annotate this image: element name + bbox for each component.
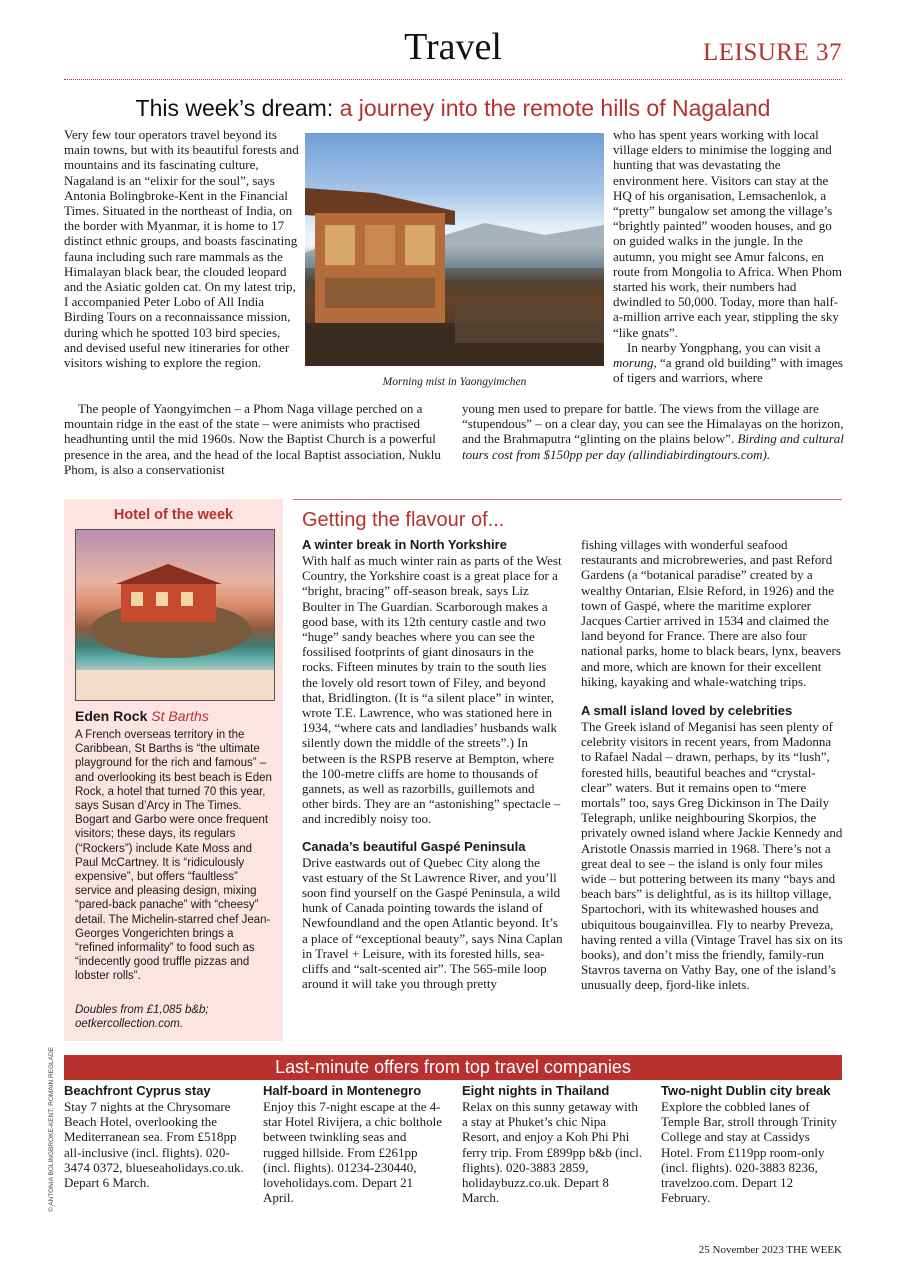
page-footer xyxy=(699,1244,842,1256)
flavour-heading: Getting the flavour of... xyxy=(302,509,505,531)
offer-dublin-title: Two-night Dublin city break xyxy=(661,1083,831,1098)
hotel-price: Doubles from £1,085 b&b; oetkercollection.com. xyxy=(75,1004,209,1031)
feature-bottom-right-main: young men used to prepare for battle. The views from the village are “stupendous” – on a clear day, you can see the Himalayas on the horizon, and the Brahmaputra “glinting on the plains below”. xyxy=(462,401,844,447)
category-name: LEISURE xyxy=(702,39,810,66)
offer-thailand xyxy=(462,1083,644,1205)
feature-col3-p2 xyxy=(613,340,845,386)
gaspe-text-continued: fishing villages with wonderful seafood restaurants and microbreweries, and past Reford Gardens (a “botanical paradise” created by a wealthy Ontarian, Elsie Reford, in 1926) and the town of Gaspé, where the maritime explorer Jacques Cartier arrived in 1534 and claimed the land beyond for France. There are also four national parks, home to black bears, lynx, beavers and more, which are known for their excellent hiking, kayaking and whale-watching trips. xyxy=(581,537,841,689)
photo-credit: © ANTONIA BOLINGBROKE-KENT; ROMAIN REGLADE xyxy=(48,1046,55,1212)
feature-bottom-right-text xyxy=(462,401,845,462)
feature-title xyxy=(0,94,906,122)
offer-montenegro-title: Half-board in Montenegro xyxy=(263,1083,422,1098)
hotel-box xyxy=(64,499,283,1041)
nagaland-photo xyxy=(305,133,604,366)
footer-publication: THE WEEK xyxy=(786,1244,842,1256)
feature-price-note: Birding and cultural tours cost from $150pp per day (allindiabirdingtours.com). xyxy=(462,431,844,462)
feature-column-3 xyxy=(613,127,845,385)
offer-cyprus xyxy=(64,1083,246,1190)
page-number: 37 xyxy=(816,39,842,66)
hotel-box-title: Hotel of the week xyxy=(113,507,234,523)
offers-banner: Last-minute offers from top travel companies xyxy=(64,1055,842,1080)
eden-rock-illustration xyxy=(76,530,274,700)
morung-term: morung xyxy=(613,355,654,371)
offer-dublin-text: Explore the cobbled lanes of Temple Bar, stroll through Trinity College and stay at Cassidys Hotel. From £119pp room-only (incl. flights). 020-3883 8236, travelzoo.com. Depart 12 February. xyxy=(661,1099,837,1206)
eden-rock-photo xyxy=(75,529,275,701)
hotel-name-line xyxy=(75,708,275,725)
feature-col1-text: Very few tour operators travel beyond its main towns, but with its beautiful forests and mountains and its fascinating culture, Nagaland is an “elixir for the soul”, says Antonia Bolingbroke-Kent in the Financial Times. Situated in the northeast of India, on the border with Myanmar, it is home to 17 distinct ethnic groups, and boasts fascinating fauna including such rare mammals as the Himalayan black bear, the clouded leopard and the Asiatic golden cat. On my latest trip, I accompanied Peter Lobo of All India Birding Tours on a reconnaissance mission, during which he spotted 103 bird species, and devised useful new itineraries for other visitors wishing to explore the region. xyxy=(64,127,299,371)
offer-thailand-title: Eight nights in Thailand xyxy=(462,1083,610,1098)
feature-title-highlight: a journey into the remote hills of Nagaland xyxy=(339,95,771,121)
feature-bottom-right xyxy=(462,401,845,462)
offer-montenegro xyxy=(263,1083,445,1205)
photo-caption: Morning mist in Yaongyimchen xyxy=(382,376,527,388)
offer-thailand-text: Relax on this sunny getaway with a stay at Phuket’s chic Nipa Resort, and enjoy a Koh Phi Phi ferry trip. From £899pp b&b (incl. flights). 020-3883 2859, holidaybuzz.co.uk. Depart 8 March. xyxy=(462,1099,643,1206)
flavour-column-1 xyxy=(302,537,564,991)
hotel-description: A French overseas territory in the Caribbean, St Barths is “the ultimate playground for the rich and famous” – and overlooking its best beach is Eden Rock, a hotel that turned 70 this year, says Susan d’Arcy in The Times. Bogart and Garbo were once frequent visitors; these days, its regulars (“Rockers”) include Kate Moss and Paul McCartney. It is “ridiculously expensive”, but offers “faultless” service and pleasing design, mixing “pared-back panache” with “cheesy” detail. The Michelin-starred chef Jean-Georges Vongerichten brings a “refined informality” to food such as “indecently good truffle pizzas and lobster rolls”. xyxy=(75,729,272,983)
hotel-name: Eden Rock xyxy=(75,708,148,724)
section-title: Travel xyxy=(404,26,502,68)
feature-col3-p2-b: , “a grand old building” with images of tigers and warriors, where xyxy=(613,355,843,386)
category-label xyxy=(703,38,842,68)
nagaland-photo-illustration xyxy=(305,133,604,366)
offer-cyprus-title: Beachfront Cyprus stay xyxy=(64,1083,211,1098)
feature-bottom-left xyxy=(64,401,450,477)
yorkshire-heading: A winter break in North Yorkshire xyxy=(302,537,507,552)
flavour-column-2 xyxy=(581,537,843,993)
gaspe-heading: Canada’s beautiful Gaspé Peninsula xyxy=(302,838,526,854)
offer-cyprus-text: Stay 7 nights at the Chrysomare Beach Hotel, overlooking the Mediterranean sea. From £518pp all-inclusive (incl. flights). 020-3474 0372, blueseaholidays.co.uk. Depart 6 March. xyxy=(64,1099,244,1191)
hotel-location: St Barths xyxy=(151,708,209,724)
yorkshire-text: With half as much winter rain as parts of the West Country, the Yorkshire coast is a great place for a “bright, bracing” off-season break, says Liz Boulter in The Guardian. Scarborough makes a good base, with its 12th century castle and two “huge” sandy beaches where you can see the fossilised footprints of giant dinosaurs in the rocks. Fifteen minutes by train to the south lies the lovely old resort town of Filey, and beyond that, Bridlington. (It is “a silent place” in winter, wrote T.E. Lawrence, who was stationed here in 1934, “where cats and landladies’ husbands walk silently down the middle of the streets”.) In between is the RSPB reserve at Bempton, where the 100-metre cliffs are home to thousands of gannets, as well as razorbills, guillemots and other birds. They are an “astonishing” spectacle – and incredibly noisy too. xyxy=(302,553,562,827)
feature-col3-p2-a: In nearby Yongphang, you can visit a xyxy=(627,339,821,355)
header-rule xyxy=(64,79,842,80)
meganisi-heading: A small island loved by celebrities xyxy=(581,703,793,719)
offer-dublin xyxy=(661,1083,843,1205)
feature-bottom-left-text: The people of Yaongyimchen – a Phom Naga village perched on a mountain ridge in the east of the state – were animists who practised headhunting until the mid 1960s. Now the Baptist Church is a powerful presence in the area, and the head of the local Baptist association, Nuklu Phom, is also a conservationist xyxy=(64,401,441,477)
feature-title-prefix: This week’s dream: xyxy=(135,95,334,121)
footer-date: 25 November 2023 xyxy=(698,1244,784,1256)
meganisi-text: The Greek island of Meganisi has seen plenty of celebrity visitors in recent years, from Madonna to Rafael Nadal – drawn, perhaps, by its “lush”, forested hills, beautiful beaches and “crystal-clear” waters. But it remains open to “mere mortals” too, says Greg Dickinson in The Daily Telegraph, unlike neighbouring Skorpios, the privately owned island where Jackie Kennedy and Aristotle Onassis married in 1968. There’s not a great deal to see – the island is only four miles wide – but pottering between its many “bays and beach bars” is delightful, as is its hilltop village, Spartochori, with its whitewashed houses and ubiquitous bougainvillea. Fly to nearby Preveza, having rented a villa (Vintage Travel has six on its books), and don’t miss the friendly, family-run Stavros taverna on Vathy Bay, one of the island’s unusually deep, fjord-like inlets. xyxy=(581,719,843,993)
feature-col3-p1: who has spent years working with local village elders to minimise the logging and hunting that was devastating the environment here. Visitors can stay at the HQ of his organisation, Lemsachenlok, a “pretty” bungalow set among the village’s “brightly painted” wooden houses, and go on guided walks in the jungle. In the autumn, you might see Amur falcons, en route from Mongolia to Africa. When Phom started his work, their numbers had dwindled to 50,000. Today, more than half-a-million arrive each year, stippling the sky “like gnats”. xyxy=(613,127,843,340)
offer-montenegro-text: Enjoy this 7-night escape at the 4-star Hotel Rivijera, a chic bolthole between twinkling seas and rugged hillside. From £261pp (incl. flights). 01234-230440, loveholidays.com. Depart 21 April. xyxy=(263,1099,443,1206)
flavour-rule xyxy=(293,499,842,500)
feature-column-1 xyxy=(64,127,300,401)
gaspe-text: Drive eastwards out of Quebec City along the vast estuary of the St Lawrence River, and you’ll soon find yourself on the Gaspé Peninsula, a wild hunk of Canada pointing towards the island of Newfoundland and the open Atlantic beyond. It’s a place of “exceptional beauty”, says Nina Caplan in Travel + Leisure, with its forested hills, sea-cliffs and “salt-scented air”. The 565-mile loop around it will take you through pretty xyxy=(302,854,563,992)
